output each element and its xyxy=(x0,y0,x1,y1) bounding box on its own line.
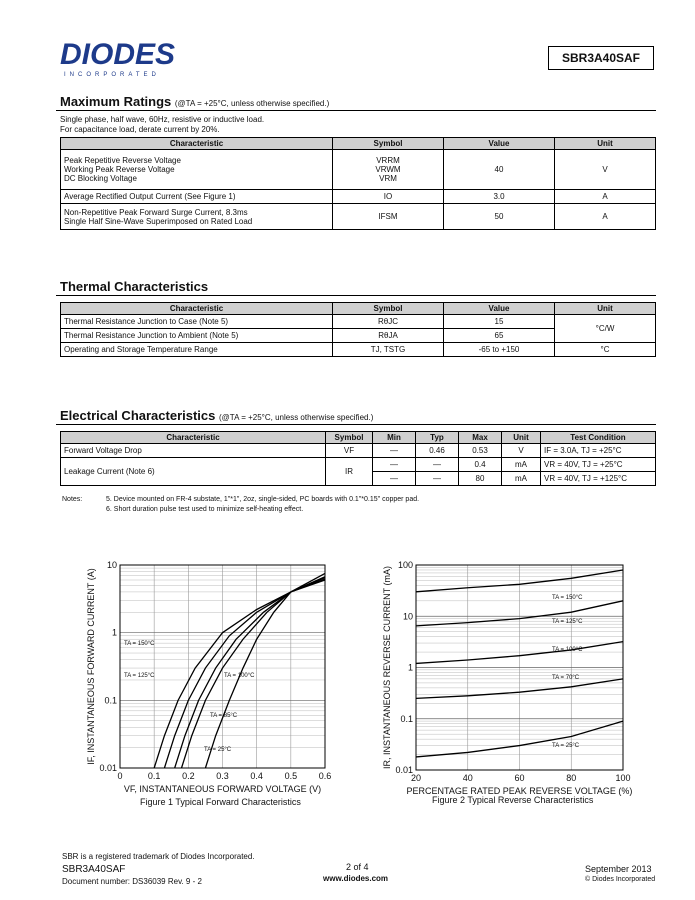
cell-unit: mA xyxy=(502,472,541,486)
cell-max: 80 xyxy=(459,472,502,486)
cell-condition: VR = 40V, TJ = +25°C xyxy=(541,458,656,472)
cell-min: — xyxy=(373,444,416,458)
cell-min: — xyxy=(373,472,416,486)
cell-characteristic: Forward Voltage Drop xyxy=(61,444,326,458)
x-tick-label: 40 xyxy=(462,773,473,783)
x-tick-label: 0.6 xyxy=(318,771,332,781)
y-tick-label: 0.1 xyxy=(400,713,413,724)
table-row xyxy=(61,315,656,329)
figure-1-chart xyxy=(78,555,340,810)
y-tick-label: 0.01 xyxy=(99,763,117,773)
y-tick-label: 1 xyxy=(407,662,413,673)
cell-typ: — xyxy=(416,472,459,486)
cell-value: 15 xyxy=(444,315,555,329)
y-axis-label: IR, INSTANTANEOUS REVERSE CURRENT (mA) xyxy=(382,565,392,770)
y-axis-label: IF, INSTANTANEOUS FORWARD CURRENT (A) xyxy=(86,568,96,765)
series-label: TA = 125°C xyxy=(552,619,583,625)
footer-docnum: Document number: DS36039 Rev. 9 - 2 xyxy=(62,877,202,886)
thermal-heading: Thermal Characteristics xyxy=(60,279,209,294)
cell-unit: A xyxy=(555,190,656,204)
figure-2-plot xyxy=(382,560,632,796)
max-ratings-title: Maximum Ratings xyxy=(60,94,172,109)
x-tick-label: 0.5 xyxy=(284,771,298,781)
cell-unit: V xyxy=(555,150,656,190)
cell-characteristic: Operating and Storage Temperature Range xyxy=(61,343,333,357)
table-row xyxy=(61,444,656,458)
col-header: Max xyxy=(459,432,502,444)
electrical-condition: (@TA = +25°C, unless otherwise specified.) xyxy=(219,413,374,422)
cell-characteristic: Leakage Current (Note 6) xyxy=(61,458,326,486)
logo-text: DIODES xyxy=(60,38,176,71)
cell-value: -65 to +150 xyxy=(444,343,555,357)
note-item: 6. Short duration pulse test used to minimize self-heating effect. xyxy=(106,506,304,513)
cell-value: 3.0 xyxy=(444,190,555,204)
x-tick-label: 0.3 xyxy=(216,771,229,781)
cell-value: 40 xyxy=(444,150,555,190)
col-header: Symbol xyxy=(333,138,444,150)
electrical-title: Electrical Characteristics xyxy=(60,408,216,423)
table-row xyxy=(61,458,656,472)
cell-value: 65 xyxy=(444,329,555,343)
y-tick-label: 10 xyxy=(106,560,117,570)
cell-min: — xyxy=(373,458,416,472)
footer-date: September 2013 xyxy=(585,864,652,874)
table-row xyxy=(61,150,656,190)
cell-unit: °C/W xyxy=(555,315,656,343)
series-label: TA = 150°C xyxy=(552,595,583,601)
thermal-table xyxy=(60,302,656,357)
notes-label: Notes: xyxy=(62,496,83,503)
figure-2-caption: Figure 2 Typical Reverse Characteristics xyxy=(432,795,594,805)
series-label: TA = 25°C xyxy=(204,747,232,753)
max-ratings-note: For capacitance load, derate current by 20%. xyxy=(60,125,220,134)
cell-unit: A xyxy=(555,204,656,230)
table-header-row xyxy=(61,138,656,150)
y-tick-label: 10 xyxy=(402,611,413,622)
series-label: TA = 25°C xyxy=(552,743,580,749)
logo-subtext: INCORPORATED xyxy=(64,72,160,78)
x-tick-label: 0.4 xyxy=(250,771,263,781)
x-axis-label: PERCENTAGE RATED PEAK REVERSE VOLTAGE (%) xyxy=(406,786,633,796)
table-row xyxy=(61,204,656,230)
y-tick-label: 1 xyxy=(111,627,117,638)
col-header: Min xyxy=(373,432,416,444)
x-tick-label: 80 xyxy=(566,773,577,783)
note-item: 5. Device mounted on FR-4 substate, 1"*1", 2oz, single-sided, PC boards with 0.1"*0.15" copper pad. xyxy=(106,496,420,503)
cell-symbol: IR xyxy=(326,458,373,486)
footer-url[interactable]: www.diodes.com xyxy=(323,874,389,883)
x-tick-label: 0 xyxy=(117,771,123,781)
footer-part: SBR3A40SAF xyxy=(62,864,126,875)
footer-trademark: SBR is a registered trademark of Diodes Incorporated. xyxy=(62,852,255,861)
electrical-table xyxy=(60,431,656,486)
figure-1-plot xyxy=(86,560,331,794)
max-ratings-condition: (@TA = +25°C, unless otherwise specified.) xyxy=(174,99,330,108)
cell-typ: — xyxy=(416,458,459,472)
series-label: TA = 100°C xyxy=(552,647,583,653)
series-label: TA = 150°C xyxy=(124,641,155,647)
y-tick-label: 100 xyxy=(397,560,413,570)
col-header: Characteristic xyxy=(61,432,326,444)
series-label: TA = 125°C xyxy=(124,673,155,679)
footer-page: 2 of 4 xyxy=(346,862,369,872)
table-row xyxy=(61,343,656,357)
cell-unit: mA xyxy=(502,458,541,472)
x-tick-label: 60 xyxy=(514,773,525,783)
x-axis-label: VF, INSTANTANEOUS FORWARD VOLTAGE (V) xyxy=(123,784,322,794)
cell-value: 50 xyxy=(444,204,555,230)
y-tick-label: 0.1 xyxy=(104,695,117,706)
x-tick-label: 100 xyxy=(615,773,631,783)
col-header: Characteristic xyxy=(61,138,333,150)
table-header-row xyxy=(61,432,656,444)
section-rule xyxy=(56,295,656,296)
cell-symbol: IO xyxy=(333,190,444,204)
max-ratings-heading xyxy=(60,94,329,109)
max-ratings-note: Single phase, half wave, 60Hz, resistive or inductive load. xyxy=(60,115,265,124)
cell-condition: IF = 3.0A, TJ = +25°C xyxy=(541,444,656,458)
table-row xyxy=(61,190,656,204)
cell-characteristic: Thermal Resistance Junction to Case (Note 5) xyxy=(61,315,333,329)
y-tick-label: 0.01 xyxy=(395,765,413,775)
section-rule xyxy=(56,424,656,425)
cell-symbol: RθJA xyxy=(333,329,444,343)
cell-symbol: IFSM xyxy=(333,204,444,230)
x-tick-label: 0.1 xyxy=(147,771,161,781)
max-ratings-table xyxy=(60,137,656,230)
cell-max: 0.4 xyxy=(459,458,502,472)
x-tick-label: 20 xyxy=(410,773,422,783)
cell-unit: V xyxy=(502,444,541,458)
cell-characteristic: Thermal Resistance Junction to Ambient (Note 5) xyxy=(61,329,333,343)
section-rule xyxy=(56,110,656,111)
cell-characteristic: Average Rectified Output Current (See Figure 1) xyxy=(61,190,333,204)
series-line xyxy=(205,573,325,768)
electrical-heading xyxy=(60,408,373,423)
col-header: Unit xyxy=(555,303,656,315)
cell-characteristic: Peak Repetitive Reverse Voltage Working Peak Reverse Voltage DC Blocking Voltage xyxy=(61,150,333,190)
cell-symbol: RθJC xyxy=(333,315,444,329)
col-header: Symbol xyxy=(333,303,444,315)
series-label: TA = 85°C xyxy=(210,713,238,719)
col-header: Symbol xyxy=(326,432,373,444)
col-header: Unit xyxy=(555,138,656,150)
col-header: Typ xyxy=(416,432,459,444)
series-label: TA = 70°C xyxy=(552,675,580,681)
cell-typ: 0.46 xyxy=(416,444,459,458)
col-header: Characteristic xyxy=(61,303,333,315)
col-header: Value xyxy=(444,303,555,315)
x-tick-label: 0.2 xyxy=(182,771,195,781)
cell-condition: VR = 40V, TJ = +125°C xyxy=(541,472,656,486)
cell-unit: °C xyxy=(555,343,656,357)
table-header-row xyxy=(61,303,656,315)
col-header: Unit xyxy=(502,432,541,444)
cell-max: 0.53 xyxy=(459,444,502,458)
cell-symbol: TJ, TSTG xyxy=(333,343,444,357)
figure-2-chart xyxy=(372,555,642,810)
diodes-logo xyxy=(60,36,190,80)
cell-symbol: VRRM VRWM VRM xyxy=(333,150,444,190)
cell-symbol: VF xyxy=(326,444,373,458)
col-header: Test Condition xyxy=(541,432,656,444)
figure-1-caption: Figure 1 Typical Forward Characteristics xyxy=(140,797,301,807)
part-number-box: SBR3A40SAF xyxy=(548,46,654,70)
col-header: Value xyxy=(444,138,555,150)
footer-copyright: © Diodes Incorporated xyxy=(585,876,656,883)
cell-characteristic: Non-Repetitive Peak Forward Surge Current, 8.3ms Single Half Sine-Wave Superimposed on Rated Load xyxy=(61,204,333,230)
series-label: TA = 100°C xyxy=(224,673,255,679)
